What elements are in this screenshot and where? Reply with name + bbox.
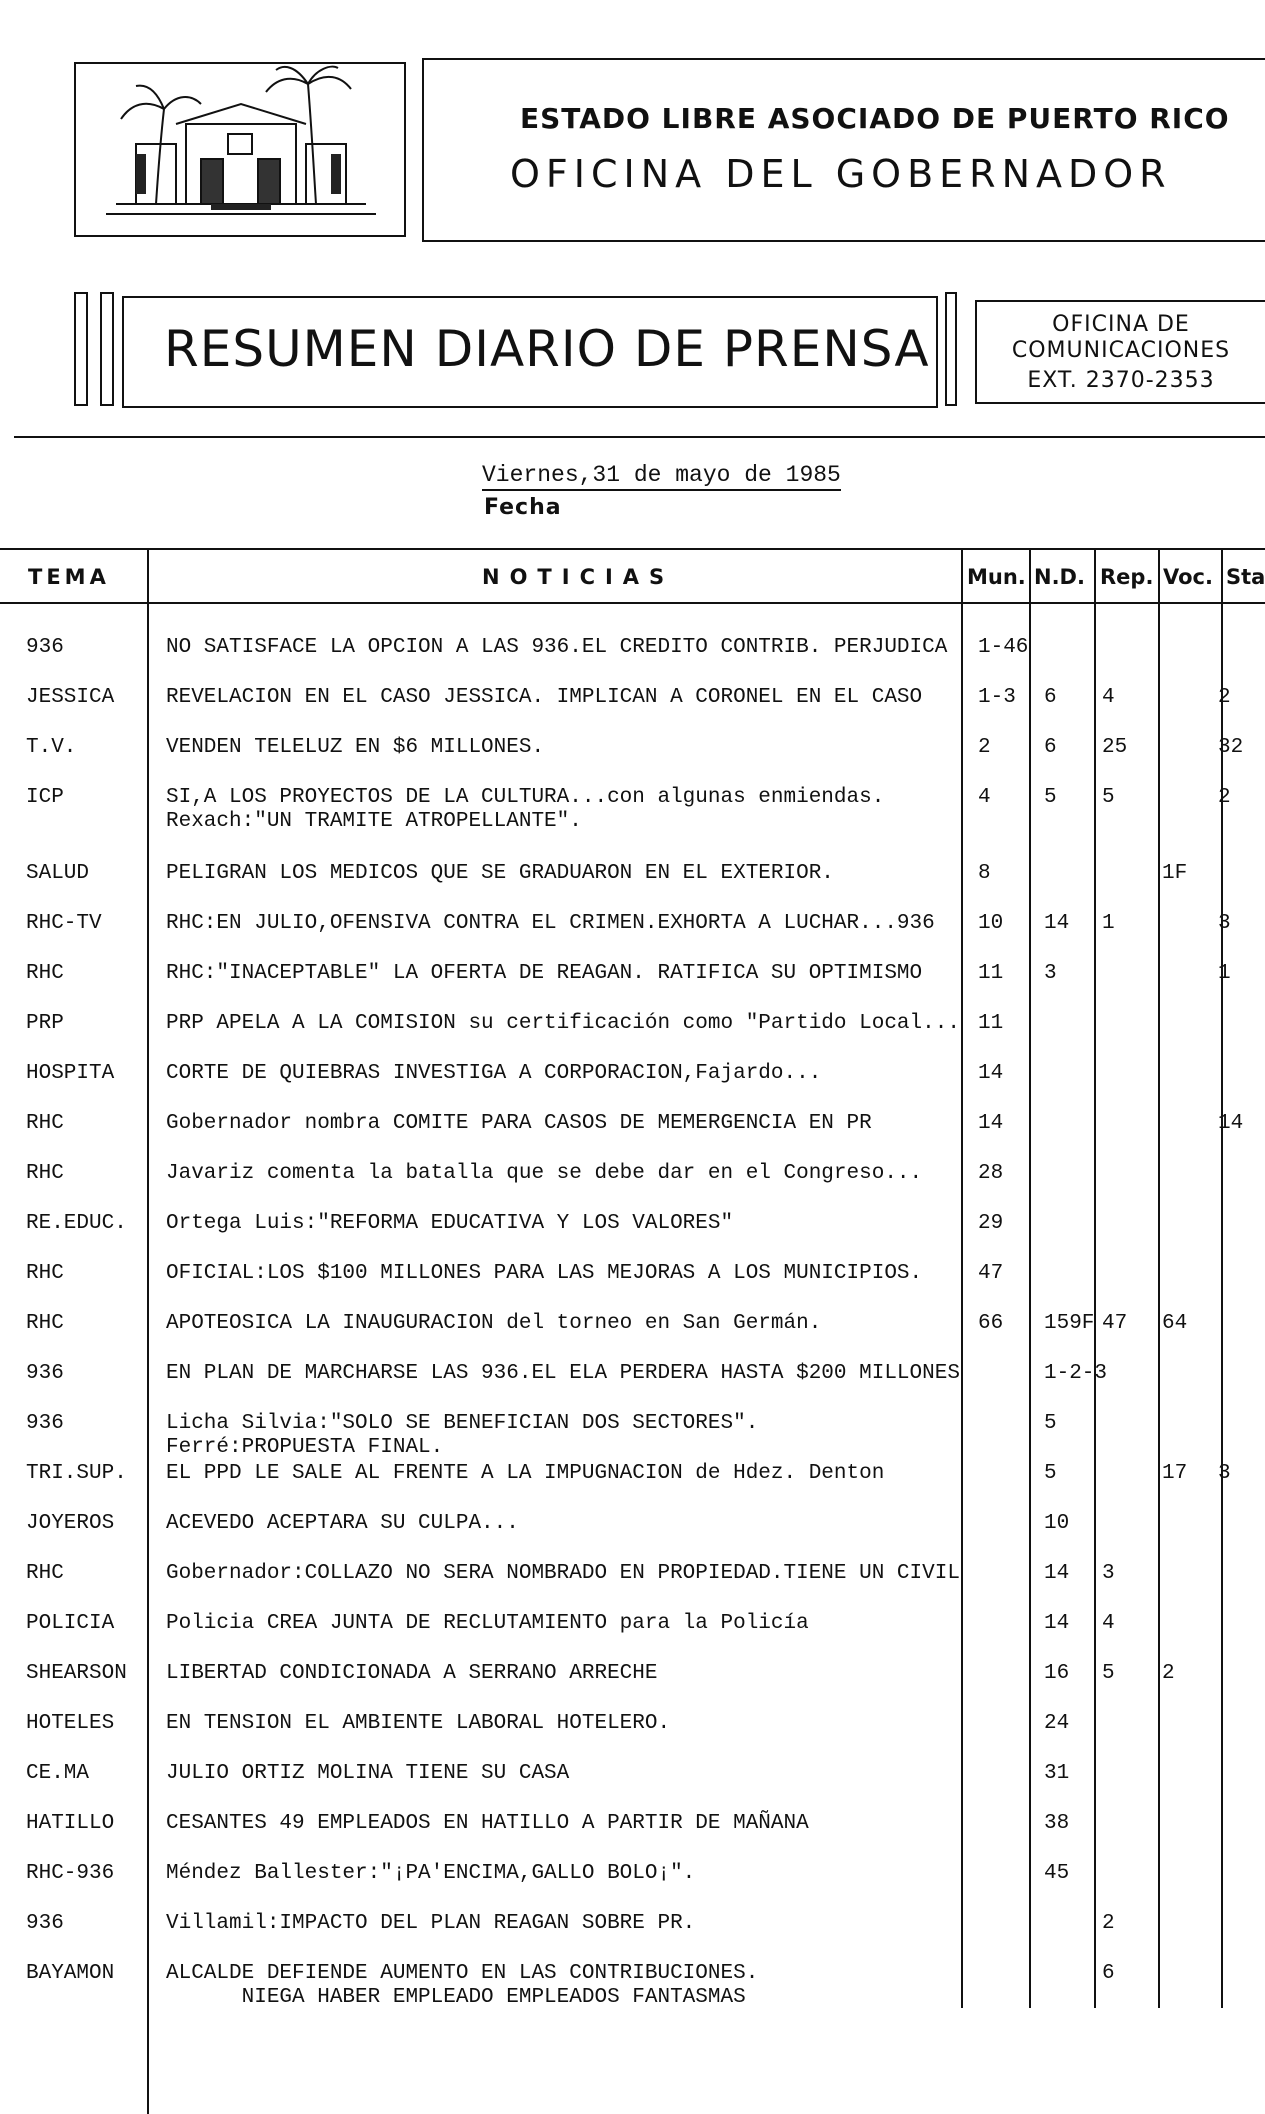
header-rule [14, 436, 1265, 438]
row-mun: 28 [978, 1162, 1004, 1185]
table-row [0, 736, 1265, 786]
table-row [0, 1512, 1265, 1562]
logo-frame [74, 62, 406, 237]
row-mun: 14 [978, 1062, 1004, 1085]
banner-title: RESUMEN DIARIO DE PRENSA [164, 320, 930, 378]
row-mun: 1-46 [978, 636, 1029, 659]
row-headline: RHC:"INACEPTABLE" LA OFERTA DE REAGAN. RATIFICA SU OPTIMISMO [166, 962, 923, 985]
table-row [0, 1062, 1265, 1112]
header-rep: Rep. [1100, 565, 1154, 589]
table-row [0, 786, 1265, 836]
row-headline: OFICIAL:LOS $100 MILLONES PARA LAS MEJORAS A LOS MUNICIPIOS. [166, 1262, 923, 1285]
row-headline: SI,A LOS PROYECTOS DE LA CULTURA...con algunas enmiendas. [166, 786, 885, 809]
banner-frame [122, 296, 938, 408]
table-row [0, 912, 1265, 962]
row-rep: 3 [1102, 1562, 1115, 1585]
row-tema: RHC-936 [26, 1862, 115, 1885]
row-headline: APOTEOSICA LA INAUGURACION del torneo en San Germán. [166, 1312, 822, 1335]
row-rep: 6 [1102, 1962, 1115, 1985]
row-nd: 1-2-3 [1044, 1362, 1108, 1385]
header-tema: TEMA [28, 565, 110, 589]
government-name: ESTADO LIBRE ASOCIADO DE PUERTO RICO [520, 102, 1230, 135]
row-headline: RHC:EN JULIO,OFENSIVA CONTRA EL CRIMEN.EXHORTA A LUCHAR...936 [166, 912, 935, 935]
row-rep: 1 [1102, 912, 1115, 935]
row-mun: 29 [978, 1212, 1004, 1235]
row-headline: Policia CREA JUNTA DE RECLUTAMIENTO para la Policía [166, 1612, 809, 1635]
table-row [0, 1412, 1265, 1462]
row-headline: EL PPD LE SALE AL FRENTE A LA IMPUGNACION de Hdez. Denton [166, 1462, 885, 1485]
office-line-2: COMUNICACIONES [1011, 338, 1231, 363]
row-headline: Gobernador:COLLAZO NO SERA NOMBRADO EN PROPIEDAD.TIENE UN CIVIL [166, 1562, 960, 1585]
row-headline: PRP APELA A LA COMISION su certificación como "Partido Local... [166, 1012, 960, 1035]
row-mun: 8 [978, 862, 991, 885]
row-nd: 6 [1044, 686, 1057, 709]
row-tema: HATILLO [26, 1812, 115, 1835]
row-tema: JESSICA [26, 686, 115, 709]
table-row [0, 862, 1265, 912]
row-sta: 2 [1218, 686, 1231, 709]
row-nd: 24 [1044, 1712, 1070, 1735]
row-tema: 936 [26, 1412, 64, 1435]
row-headline: Javariz comenta la batalla que se debe dar en el Congreso... [166, 1162, 923, 1185]
row-tema: POLICIA [26, 1612, 115, 1635]
row-mun: 66 [978, 1312, 1004, 1335]
row-tema: RHC [26, 1312, 64, 1335]
row-headline-line-2: Ferré:PROPUESTA FINAL. [166, 1436, 444, 1459]
table-row [0, 1262, 1265, 1312]
row-tema: HOTELES [26, 1712, 115, 1735]
table-row [0, 1212, 1265, 1262]
building-logo-icon [76, 64, 404, 235]
table-row [0, 1112, 1265, 1162]
table-row [0, 1662, 1265, 1712]
header-nd: N.D. [1034, 565, 1085, 589]
row-rep: 4 [1102, 1612, 1115, 1635]
table-row [0, 1762, 1265, 1812]
row-tema: RE.EDUC. [26, 1212, 127, 1235]
row-nd: 5 [1044, 786, 1057, 809]
row-nd: 16 [1044, 1662, 1070, 1685]
table-row [0, 1962, 1265, 2012]
row-mun: 14 [978, 1112, 1004, 1135]
row-rep: 4 [1102, 686, 1115, 709]
row-nd: 5 [1044, 1462, 1057, 1485]
row-tema: CE.MA [26, 1762, 90, 1785]
row-rep: 25 [1102, 736, 1128, 759]
row-voc: 1F [1162, 862, 1188, 885]
row-tema: 936 [26, 1912, 64, 1935]
row-tema: T.V. [26, 736, 77, 759]
row-sta: 14 [1218, 1112, 1244, 1135]
row-rep: 47 [1102, 1312, 1128, 1335]
row-headline: Villamil:IMPACTO DEL PLAN REAGAN SOBRE PR. [166, 1912, 696, 1935]
row-headline: VENDEN TELELUZ EN $6 MILLONES. [166, 736, 545, 759]
row-nd: 5 [1044, 1412, 1057, 1435]
row-headline: NO SATISFACE LA OPCION A LAS 936.EL CREDITO CONTRIB. PERJUDICA [166, 636, 948, 659]
header-noticias: NOTICIAS [482, 565, 675, 589]
row-sta: 2 [1218, 786, 1231, 809]
row-tema: 936 [26, 636, 64, 659]
row-tema: TRI.SUP. [26, 1462, 127, 1485]
table-row [0, 1012, 1265, 1062]
row-rep: 2 [1102, 1912, 1115, 1935]
banner-left-bar [74, 292, 88, 406]
office-extension: EXT. 2370-2353 [1027, 368, 1215, 393]
row-headline: EN TENSION EL AMBIENTE LABORAL HOTELERO. [166, 1712, 671, 1735]
row-headline: Méndez Ballester:"¡PA'ENCIMA,GALLO BOLO¡". [166, 1862, 696, 1885]
row-mun: 11 [978, 1012, 1004, 1035]
table-row [0, 1912, 1265, 1962]
row-sta: 32 [1218, 736, 1244, 759]
row-nd: 3 [1044, 962, 1057, 985]
date-label: Fecha [484, 495, 562, 520]
row-mun: 2 [978, 736, 991, 759]
table-row [0, 962, 1265, 1012]
row-nd: 14 [1044, 1562, 1070, 1585]
banner-right-bar [945, 292, 957, 406]
office-name: OFICINA DEL GOBERNADOR [510, 152, 1172, 196]
row-voc: 17 [1162, 1462, 1188, 1485]
row-mun: 11 [978, 962, 1004, 985]
row-tema: SHEARSON [26, 1662, 127, 1685]
table-top-rule [0, 548, 1265, 550]
row-headline: Licha Silvia:"SOLO SE BENEFICIAN DOS SECTORES". [166, 1412, 759, 1435]
table-row [0, 686, 1265, 736]
communications-office-box [975, 300, 1265, 404]
row-headline: Gobernador nombra COMITE PARA CASOS DE MEMERGENCIA EN PR [166, 1112, 872, 1135]
row-nd: 31 [1044, 1762, 1070, 1785]
table-row [0, 1712, 1265, 1762]
header-mun: Mun. [967, 565, 1026, 589]
row-tema: ICP [26, 786, 64, 809]
row-nd: 159F [1044, 1312, 1095, 1335]
row-voc: 64 [1162, 1312, 1188, 1335]
row-headline-line-2: NIEGA HABER EMPLEADO EMPLEADOS FANTASMAS [166, 1986, 746, 2009]
row-tema: PRP [26, 1012, 64, 1035]
table-row [0, 1312, 1265, 1362]
row-headline: Ortega Luis:"REFORMA EDUCATIVA Y LOS VALORES" [166, 1212, 734, 1235]
table-row [0, 636, 1265, 686]
row-tema: SALUD [26, 862, 90, 885]
table-header-rule [0, 602, 1265, 604]
row-mun: 47 [978, 1262, 1004, 1285]
row-voc: 2 [1162, 1662, 1175, 1685]
row-nd: 38 [1044, 1812, 1070, 1835]
row-nd: 14 [1044, 1612, 1070, 1635]
row-mun: 10 [978, 912, 1004, 935]
row-headline: EN PLAN DE MARCHARSE LAS 936.EL ELA PERDERA HASTA $200 MILLONES [166, 1362, 960, 1385]
table-row [0, 1612, 1265, 1662]
table-row [0, 1162, 1265, 1212]
row-tema: BAYAMON [26, 1962, 115, 1985]
row-rep: 5 [1102, 1662, 1115, 1685]
row-sta: 3 [1218, 912, 1231, 935]
row-headline: LIBERTAD CONDICIONADA A SERRANO ARRECHE [166, 1662, 658, 1685]
row-rep: 5 [1102, 786, 1115, 809]
office-line-1: OFICINA DE [1052, 312, 1190, 337]
row-tema: RHC [26, 1562, 64, 1585]
row-tema: JOYEROS [26, 1512, 115, 1535]
row-tema: RHC [26, 1162, 64, 1185]
date-value: Viernes,31 de mayo de 1985 [482, 462, 841, 491]
row-nd: 6 [1044, 736, 1057, 759]
row-tema: RHC-TV [26, 912, 102, 935]
row-headline: ACEVEDO ACEPTARA SU CULPA... [166, 1512, 519, 1535]
banner-left-bar-2 [100, 292, 114, 406]
row-headline: REVELACION EN EL CASO JESSICA. IMPLICAN A CORONEL EN EL CASO [166, 686, 923, 709]
row-mun: 1-3 [978, 686, 1016, 709]
row-headline: CORTE DE QUIEBRAS INVESTIGA A CORPORACION,Fajardo... [166, 1062, 822, 1085]
row-mun: 4 [978, 786, 991, 809]
row-sta: 1 [1218, 962, 1231, 985]
table-row [0, 1812, 1265, 1862]
table-row [0, 1862, 1265, 1912]
row-headline: JULIO ORTIZ MOLINA TIENE SU CASA [166, 1762, 570, 1785]
row-tema: RHC [26, 1112, 64, 1135]
row-sta: 3 [1218, 1462, 1231, 1485]
header-voc: Voc. [1163, 565, 1213, 589]
row-tema: RHC [26, 962, 64, 985]
row-headline: PELIGRAN LOS MEDICOS QUE SE GRADUARON EN EL EXTERIOR. [166, 862, 834, 885]
row-tema: RHC [26, 1262, 64, 1285]
table-row [0, 1462, 1265, 1512]
row-nd: 45 [1044, 1862, 1070, 1885]
row-nd: 14 [1044, 912, 1070, 935]
header-sta: Sta [1226, 565, 1265, 589]
row-tema: HOSPITA [26, 1062, 115, 1085]
row-tema: 936 [26, 1362, 64, 1385]
row-headline-line-2: Rexach:"UN TRAMITE ATROPELLANTE". [166, 810, 582, 833]
table-row [0, 1562, 1265, 1612]
table-row [0, 1362, 1265, 1412]
row-nd: 10 [1044, 1512, 1070, 1535]
row-headline: CESANTES 49 EMPLEADOS EN HATILLO A PARTIR DE MAÑANA [166, 1812, 809, 1835]
row-headline: ALCALDE DEFIENDE AUMENTO EN LAS CONTRIBUCIONES. [166, 1962, 759, 1985]
header-title-frame [422, 58, 1265, 242]
